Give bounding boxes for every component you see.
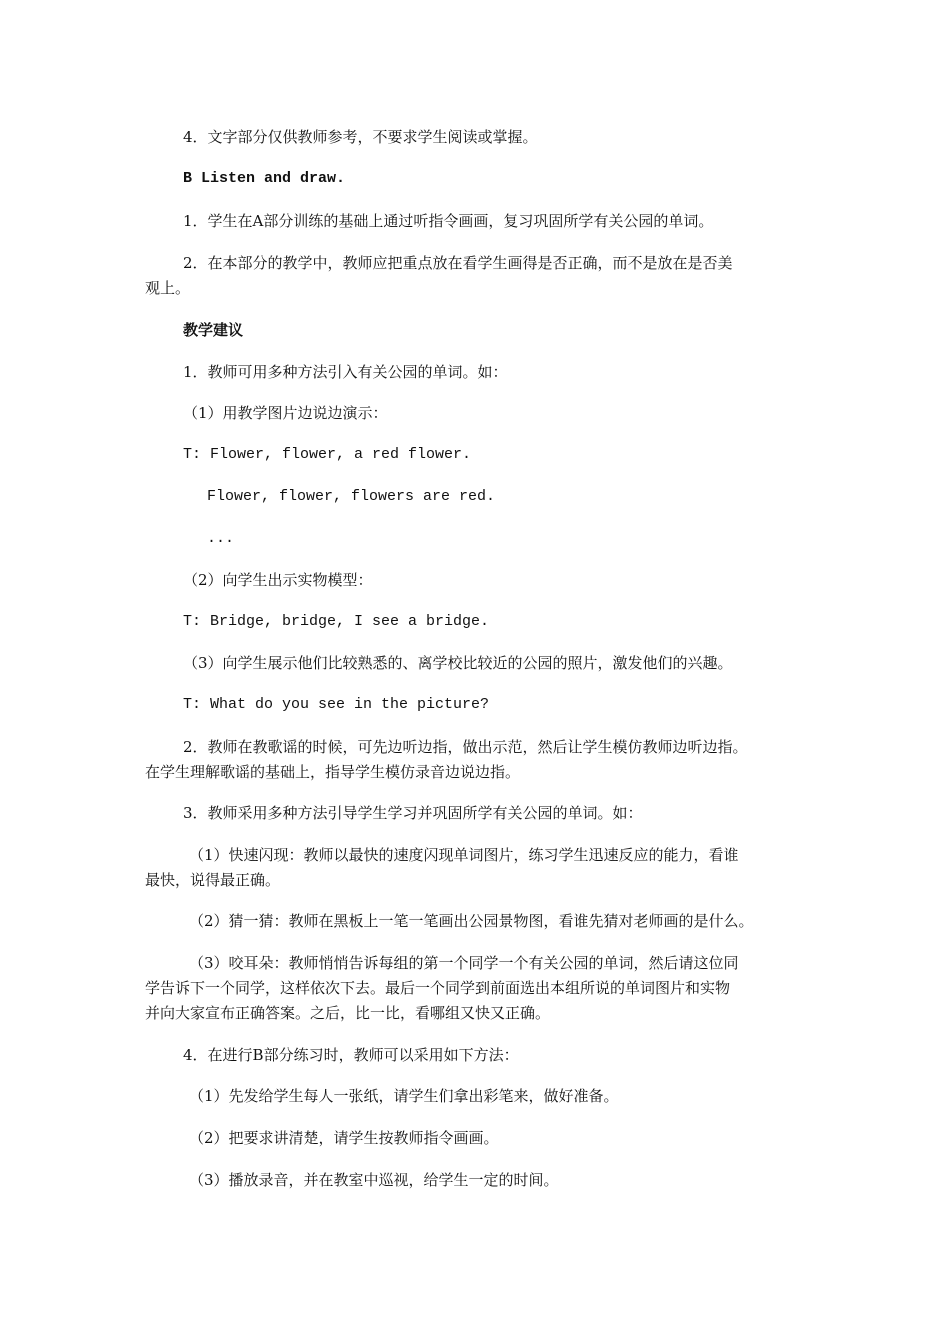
- suggestion-3: 3．教师采用多种方法引导学生学习并巩固所学有关公园的单词。如：: [183, 804, 643, 822]
- suggestion-4-sub-2: （2）把要求讲清楚，请学生按教师指令画画。: [189, 1129, 499, 1147]
- suggestion-3-sub-1-line-1: （1）快速闪现：教师以最快的速度闪现单词图片，练习学生迅速反应的能力，看谁: [189, 846, 739, 864]
- suggestion-1-sub-3: （3）向学生展示他们比较熟悉的、离学校比较近的公园的照片，激发他们的兴趣。: [183, 654, 733, 672]
- suggestion-3-sub-3-line-1: （3）咬耳朵：教师悄悄告诉每组的第一个同学一个有关公园的单词，然后请这位同: [189, 954, 739, 972]
- suggestion-2-line-2: 在学生理解歌谣的基础上，指导学生模仿录音边说边指。: [145, 763, 521, 781]
- example-bridge: T: Bridge, bridge, I see a bridge.: [183, 613, 490, 630]
- example-picture-question: T: What do you see in the picture?: [183, 696, 490, 713]
- suggestion-1-sub-2: （2）向学生出示实物模型：: [183, 571, 373, 589]
- suggestion-4-sub-1: （1）先发给学生每人一张纸，请学生们拿出彩笔来，做好准备。: [189, 1087, 619, 1105]
- section-b-item-2-line-1: 2．在本部分的教学中，教师应把重点放在看学生画得是否正确，而不是放在是否美: [183, 254, 733, 272]
- section-b-heading: B Listen and draw.: [183, 170, 346, 187]
- section-b-item-1: 1．学生在A部分训练的基础上通过听指令画画，复习巩固所学有关公园的单词。: [183, 212, 714, 230]
- section-b-item-2-line-2: 观上。: [145, 279, 191, 297]
- suggestion-3-sub-2: （2）猜一猜：教师在黑板上一笔一笔画出公园景物图，看谁先猜对老师画的是什么。: [189, 912, 754, 930]
- example-flower-2: Flower, flower, flowers are red.: [207, 488, 496, 505]
- suggestion-4-sub-3: （3）播放录音，并在教室中巡视，给学生一定的时间。: [189, 1171, 559, 1189]
- suggestion-3-sub-3-line-2: 学告诉下一个同学，这样依次下去。最后一个同学到前面选出本组所说的单词图片和实物: [145, 979, 731, 997]
- suggestion-3-sub-1-line-2: 最快，说得最正确。: [145, 871, 281, 889]
- note-4: 4．文字部分仅供教师参考，不要求学生阅读或掌握。: [183, 128, 538, 146]
- suggestion-4: 4．在进行B部分练习时，教师可以采用如下方法：: [183, 1046, 519, 1064]
- teaching-suggestions-heading: 教学建议: [183, 321, 244, 339]
- suggestion-1: 1．教师可用多种方法引入有关公园的单词。如：: [183, 363, 508, 381]
- suggestion-3-sub-3-line-3: 并向大家宣布正确答案。之后，比一比，看哪组又快又正确。: [145, 1004, 551, 1022]
- example-ellipsis: ...: [207, 530, 235, 547]
- suggestion-2-line-1: 2．教师在教歌谣的时候，可先边听边指，做出示范，然后让学生模仿教师边听边指。: [183, 738, 748, 756]
- example-flower-1: T: Flower, flower, a red flower.: [183, 446, 472, 463]
- suggestion-1-sub-1: （1）用教学图片边说边演示：: [183, 404, 388, 422]
